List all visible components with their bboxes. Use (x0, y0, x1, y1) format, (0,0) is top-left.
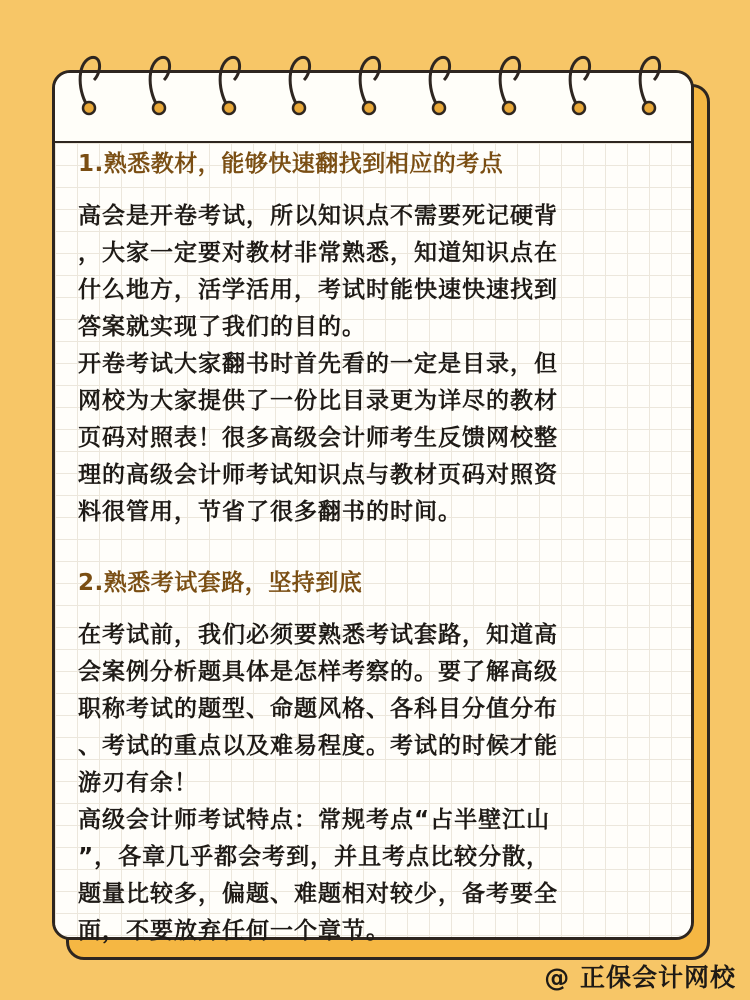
body-line: 理的高级会计师考试知识点与教材页码对照资 (78, 462, 558, 488)
body-line: 高会是开卷考试，所以知识点不需要死记硬背 (78, 203, 558, 229)
body-line: ，大家一定要对教材非常熟悉，知道知识点在 (78, 240, 558, 266)
body-line: 开卷考试大家翻书时首先看的一定是目录，但 (78, 351, 558, 377)
body-line: ”，各章几乎都会考到，并且考点比较分散， (78, 844, 551, 870)
body-line: 面，不要放弃任何一个章节。 (78, 918, 390, 944)
body-line: 什么地方，活学活用，考试时能快速快速找到 (78, 277, 558, 303)
footer-credit: @ 正保会计网校 (544, 963, 736, 992)
spiral-ring-icon (426, 54, 452, 116)
body-line: 网校为大家提供了一份比目录更为详尽的教材 (78, 388, 558, 414)
section-2-heading: 2.熟悉考试套路，坚持到底 (78, 570, 363, 596)
section-gap (78, 531, 684, 559)
notebook-content (78, 140, 684, 950)
spiral-ring-icon (286, 54, 312, 116)
section-1-body (78, 198, 684, 531)
spiral-ring-icon (566, 54, 592, 116)
section-2-body (78, 617, 684, 950)
body-line: 页码对照表！很多高级会计师考生反馈网校整 (78, 425, 558, 451)
body-line: 高级会计师考试特点：常规考点“占半壁江山 (78, 807, 551, 833)
body-line: 游刃有余！ (78, 770, 198, 796)
section-1-heading: 1.熟悉教材，能够快速翻找到相应的考点 (78, 151, 504, 177)
spiral-ring-icon (216, 54, 242, 116)
spiral-ring-icon (356, 54, 382, 116)
body-line: 职称考试的题型、命题风格、各科目分值分布 (78, 696, 558, 722)
body-line: 答案就实现了我们的目的。 (78, 314, 366, 340)
spiral-ring-icon (636, 54, 662, 116)
spiral-ring-icon (496, 54, 522, 116)
body-line: 、考试的重点以及难易程度。考试的时候才能 (78, 733, 558, 759)
body-line: 会案例分析题具体是怎样考察的。要了解高级 (78, 659, 558, 685)
body-line: 料很管用，节省了很多翻书的时间。 (78, 499, 462, 525)
body-line: 题量比较多，偏题、难题相对较少，备考要全 (78, 881, 558, 907)
body-line: 在考试前，我们必须要熟悉考试套路，知道高 (78, 622, 558, 648)
spiral-ring-icon (76, 54, 102, 116)
spiral-ring-icon (146, 54, 172, 116)
